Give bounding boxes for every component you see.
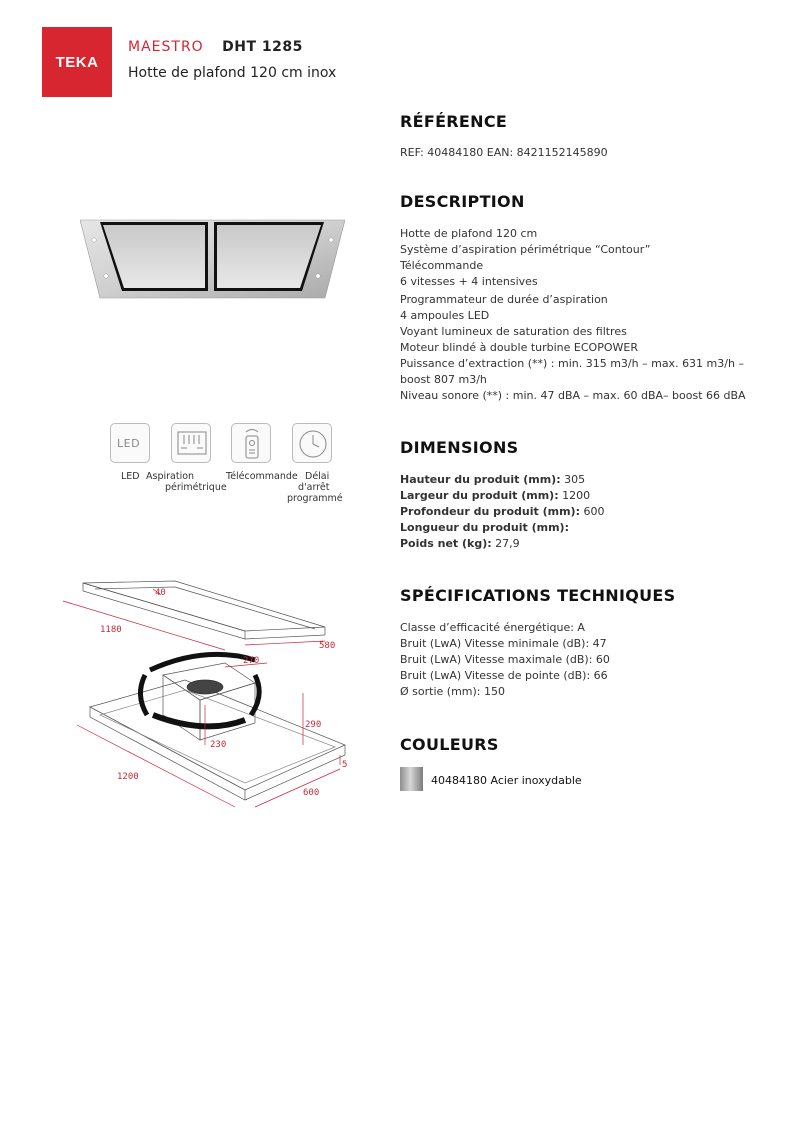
colours-heading: COULEURS: [400, 735, 499, 754]
dimension-label: Profondeur du produit (mm):: [400, 505, 580, 518]
dimension-label: Hauteur du produit (mm):: [400, 473, 561, 486]
specs-section: [400, 586, 790, 605]
description-line: boost 807 m3/h: [400, 373, 487, 386]
dim-270: 270: [243, 656, 260, 666]
led-icon-text: LED: [117, 437, 141, 450]
dimension-value: 305: [560, 473, 586, 486]
dimensions-heading: DIMENSIONS: [400, 438, 519, 457]
feature-label-perimetrique: périmétrique: [165, 482, 227, 493]
dimension-row: [400, 536, 790, 552]
dimensions-section: [400, 438, 790, 457]
description-section: [400, 192, 790, 211]
dim-1180: 1180: [100, 625, 122, 635]
dimension-value: 27,9: [491, 537, 520, 550]
dimension-row: [400, 520, 790, 536]
description-line: Programmateur de durée d’aspiration: [400, 293, 608, 306]
description-heading: DESCRIPTION: [400, 192, 525, 211]
timer-clock-icon: [292, 423, 332, 463]
description-line: Hotte de plafond 120 cm: [400, 227, 538, 240]
dim-40: 40: [155, 588, 166, 598]
spec-line: Bruit (LwA) Vitesse minimale (dB): 47: [400, 637, 607, 650]
specs-list: [400, 620, 790, 700]
spec-line: Ø sortie (mm): 150: [400, 685, 505, 698]
dimension-row: [400, 472, 790, 488]
spec-line: Bruit (LwA) Vitesse maximale (dB): 60: [400, 653, 610, 666]
remote-control-icon: [231, 423, 271, 463]
description-line: Niveau sonore (**) : min. 47 dBA – max. 60 dBA– boost 66 dBA: [400, 389, 746, 402]
series-name: MAESTRO: [128, 39, 204, 55]
dimension-label: Longueur du produit (mm):: [400, 521, 569, 534]
dim-290: 290: [305, 720, 322, 730]
hood-product-image: [80, 218, 345, 300]
description-line: Moteur blindé à double turbine ECOPOWER: [400, 341, 638, 354]
dimension-row: [400, 504, 790, 520]
dimensions-list: [400, 472, 790, 552]
description-line: Télécommande: [400, 259, 484, 272]
dim-580: 580: [319, 641, 336, 651]
dim-5: 5: [342, 760, 348, 770]
spec-line: Classe d’efficacité énergétique: A: [400, 621, 585, 634]
feature-label-delai: Délai: [305, 471, 330, 482]
colour-swatch-stainless: [400, 767, 423, 791]
description-line: 4 ampoules LED: [400, 309, 490, 322]
led-icon: [110, 423, 150, 463]
dimension-row: [400, 488, 790, 504]
reference-heading: RÉFÉRENCE: [400, 112, 508, 131]
dimension-diagram: [55, 575, 360, 815]
dimension-value: 1200: [558, 489, 591, 502]
model-name: DHT 1285: [222, 39, 303, 55]
colours-section: [400, 735, 790, 754]
product-title: [128, 39, 303, 55]
dimension-label: Poids net (kg):: [400, 537, 492, 550]
feature-label-darret: d'arrêt: [298, 482, 330, 493]
product-subtitle: Hotte de plafond 120 cm inox: [128, 65, 337, 81]
feature-label-programme: programmé: [287, 493, 343, 504]
perimeter-aspiration-icon: [171, 423, 211, 463]
colour-item: 40484180 Acier inoxydable: [431, 774, 582, 787]
reference-section: [400, 112, 790, 131]
description-line: 6 vitesses + 4 intensives: [400, 275, 538, 288]
feature-label-led: LED: [121, 471, 140, 482]
dim-600: 600: [303, 788, 320, 798]
specs-heading: SPÉCIFICATIONS TECHNIQUES: [400, 586, 676, 605]
dim-230: 230: [210, 740, 227, 750]
description-line: Puissance d’extraction (**) : min. 315 m3/h – max. 631 m3/h –: [400, 357, 744, 370]
feature-label-aspiration: Aspiration: [146, 471, 195, 482]
teka-logo: [42, 27, 112, 97]
feature-label-telecommande: Télécommande: [226, 471, 298, 482]
dimension-value: 600: [579, 505, 605, 518]
description-line: Système d’aspiration périmétrique “Contour”: [400, 243, 651, 256]
dim-1200: 1200: [117, 772, 139, 782]
reference-text: REF: 40484180 EAN: 8421152145890: [400, 146, 608, 159]
description-line: Voyant lumineux de saturation des filtres: [400, 325, 627, 338]
description-list: [400, 226, 790, 404]
dimension-label: Largeur du produit (mm):: [400, 489, 559, 502]
spec-line: Bruit (LwA) Vitesse de pointe (dB): 66: [400, 669, 608, 682]
teka-logo-text: TEKA: [55, 53, 99, 71]
